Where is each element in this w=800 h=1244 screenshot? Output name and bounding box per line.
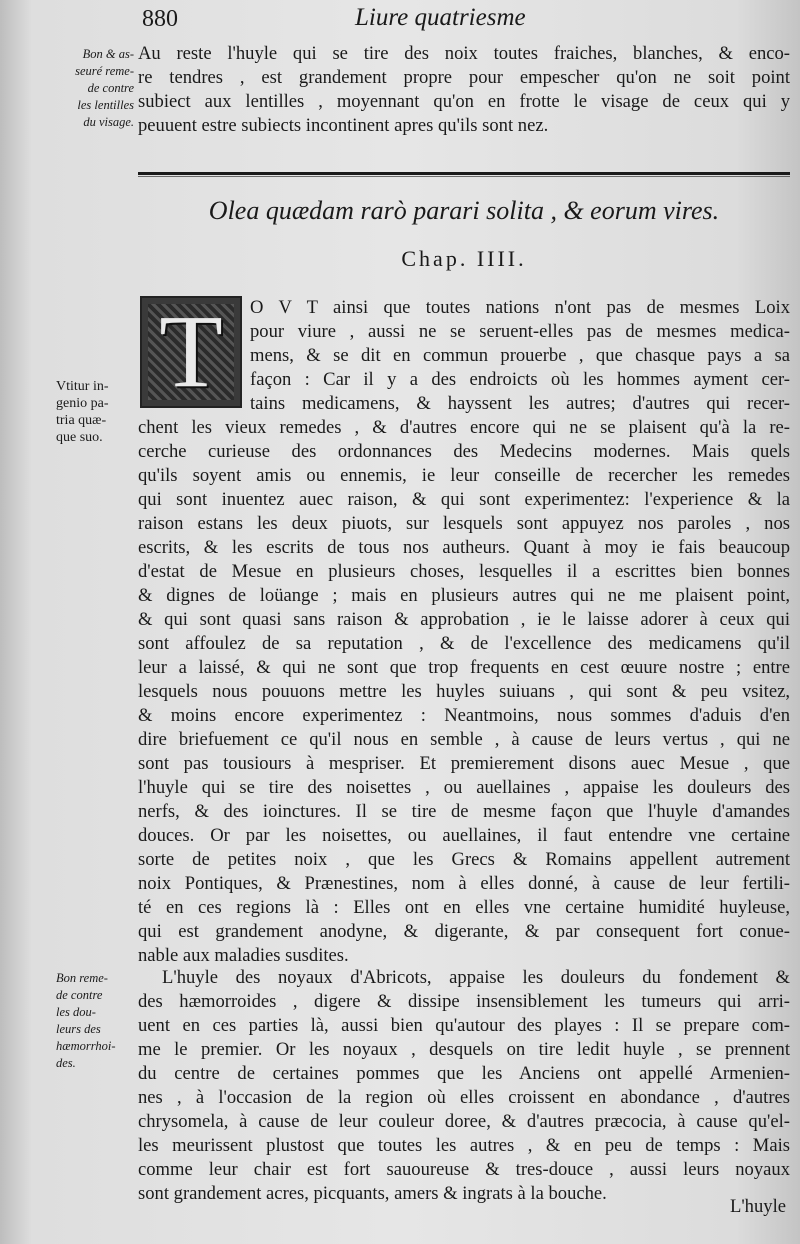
text-line: des hæmorroides , digere & dissipe insensiblement les tumeurs qui arri-	[138, 991, 790, 1012]
text-line: pour viure , aussi ne se seruent-elles pas de mesmes medica-	[250, 321, 790, 342]
text-line: chent les vieux remedes , & d'autres encore qui ne se plaisent qu'à la re-	[138, 417, 790, 438]
text-line: L'huyle des noyaux d'Abricots, appaise les douleurs du fondement &	[162, 967, 790, 988]
section-rule	[138, 172, 790, 175]
chapter-title: Olea quædam rarò parari solita , & eorum vires.	[208, 196, 720, 225]
text-line: leur a laissé, & qui ne sont que trop frequents en cest œuure nostre ; entre	[138, 657, 790, 678]
margin-note-line: des.	[56, 1056, 76, 1070]
text-line: mens, & se dit en commun prouerbe , que chasque pays a sa	[250, 345, 790, 366]
margin-note-line: Bon & as-	[82, 47, 134, 61]
text-line: qu'ils soyent amis ou ennemis, ie leur conseille de recercher les remedes	[138, 465, 790, 486]
margin-note-line: les dou-	[56, 1005, 96, 1019]
text-line: & dignes de loüange ; mais en plusieurs autres qui ne me plaisent point,	[138, 585, 790, 606]
margin-note-line: de contre	[87, 81, 134, 95]
text-line: nable aux maladies susdites.	[138, 945, 349, 966]
text-line: uent en ces parties là, aussi bien qu'autour des playes : Il se prepare com-	[138, 1015, 790, 1036]
text-line: tains medicamens, & hayssent les autres; d'autres qui recer-	[250, 393, 790, 414]
text-line: douces. Or par les noisettes, ou auellaines, il faut entendre vne certaine	[138, 825, 790, 846]
text-line: & moins encore experimentez : Neantmoins, nous sommes d'aduis d'en	[138, 705, 790, 726]
text-line: re tendres , est grandement propre pour empescher qu'on ne soit point	[138, 67, 790, 88]
text-line: qui est grandement anodyne, & digerante, & par consequent fort conue-	[138, 921, 790, 942]
text-line: raison estans les deux piuots, sur lesquels sont appuyez nos paroles , nos	[138, 513, 790, 534]
abricots-paragraph	[138, 966, 790, 1206]
text-line: cerche curieuse des ordonnances des Medecins modernes. Mais quels	[138, 441, 790, 462]
text-line: façon : Car il y a des endroicts où les hommes ayment cer-	[250, 369, 790, 390]
page-number: 880	[142, 6, 178, 32]
margin-note-line: les lentilles	[77, 98, 134, 112]
intro-paragraph	[138, 42, 790, 138]
text-line: escrits, & les escrits de tous nos autheurs. Quant à moy ie fais beaucoup	[138, 537, 790, 558]
text-line: l'huyle qui se tire des noisettes , ou auellaines , appaise les douleurs des	[138, 777, 790, 798]
text-line: lesquels nous pouuons mettre les huyles suiuans , qui sont & peu vsitez,	[138, 681, 790, 702]
margin-note-abricots	[56, 970, 140, 1072]
page-header	[0, 2, 800, 38]
margin-note-ingenio	[56, 378, 140, 446]
text-line: sont grandement acres, picquants, amers & ingrats à la bouche.	[138, 1183, 607, 1204]
margin-note-line: du visage.	[83, 115, 134, 129]
dropcap-letter: T	[159, 294, 223, 409]
text-line: comme leur chair est fort sauoureuse & tres-douce , aussi leurs noyaux	[138, 1159, 790, 1180]
text-line: subiect aux lentilles , moyennant qu'on en frotte le visage de ceux qui y	[138, 91, 790, 112]
text-line: nerfs, & des ioinctures. Il se tire de mesme façon que l'huyle d'amandes	[138, 801, 790, 822]
text-line: me le premier. Or les noyaux , desquels on tire ledit huyle , se prennent	[138, 1039, 790, 1060]
chapter-number: Chap. IIII.	[401, 246, 527, 271]
margin-note-line: de contre	[56, 988, 103, 1002]
text-line: sont pas tousiours à mespriser. Et premierement disons auec Mesue , que	[138, 753, 790, 774]
text-line: noix Pontiques, & Prænestines, nom à elles donné, à cause de leur fertili-	[138, 873, 790, 894]
margin-note-line: Bon reme-	[56, 971, 108, 985]
text-line: sorte de petites noix , que les Grecs & Romains appellent autrement	[138, 849, 790, 870]
margin-note-line: leurs des	[56, 1022, 101, 1036]
section-rule-thin	[138, 176, 790, 177]
text-line: & qui sont quasi sans raison & approbation , ie le laisse adorer à ceux qui	[138, 609, 790, 630]
text-line: qui sont inuentez auec raison, & qui sont experimentez: l'experience & la	[138, 489, 790, 510]
text-line: té en ces regions là : Elles ont en elles vne certaine humidité huyleuse,	[138, 897, 790, 918]
text-line: du centre de certaines pommes que les Anciens ont appellé Armenien-	[138, 1063, 790, 1084]
margin-note-lentilles	[52, 46, 134, 131]
text-line: sont affoulez de sa reputation , & de l'excellence des medicamens qu'il	[138, 633, 790, 654]
margin-note-line: Vtitur in-	[56, 379, 109, 394]
text-line: d'estat de Mesue en plusieurs choses, lesquelles il a escrittes bien bonnes	[138, 561, 790, 582]
chapter-body-paragraph	[138, 296, 790, 968]
text-line: les meurissent plustost que toutes les autres , & en peu de temps : Mais	[138, 1135, 790, 1156]
margin-note-line: hæmorrhoi-	[56, 1039, 116, 1053]
catchword: L'huyle	[729, 1196, 786, 1217]
margin-note-line: genio pa-	[56, 396, 109, 411]
margin-note-line: tria quæ-	[56, 413, 107, 428]
text-line: chrysomela, à cause de leur couleur doree, & d'autres præcocia, à cause qu'el-	[138, 1111, 790, 1132]
text-line: Au reste l'huyle qui se tire des noix toutes fraiches, blanches, & enco-	[138, 43, 790, 64]
text-line: O V T ainsi que toutes nations n'ont pas de mesmes Loix	[250, 297, 790, 318]
margin-note-line: que suo.	[56, 430, 103, 445]
text-line: dire briefuement ce qu'il nous en semble , à cause de leurs vertus , qui ne	[138, 729, 790, 750]
running-title: Liure quatriesme	[355, 4, 526, 31]
text-line: nes , à l'occasion de la region où elles croissent en abondance , d'autres	[138, 1087, 790, 1108]
text-line: peuuent estre subiects incontinent apres qu'ils sont nez.	[138, 115, 549, 136]
margin-note-line: seuré reme-	[75, 64, 134, 78]
